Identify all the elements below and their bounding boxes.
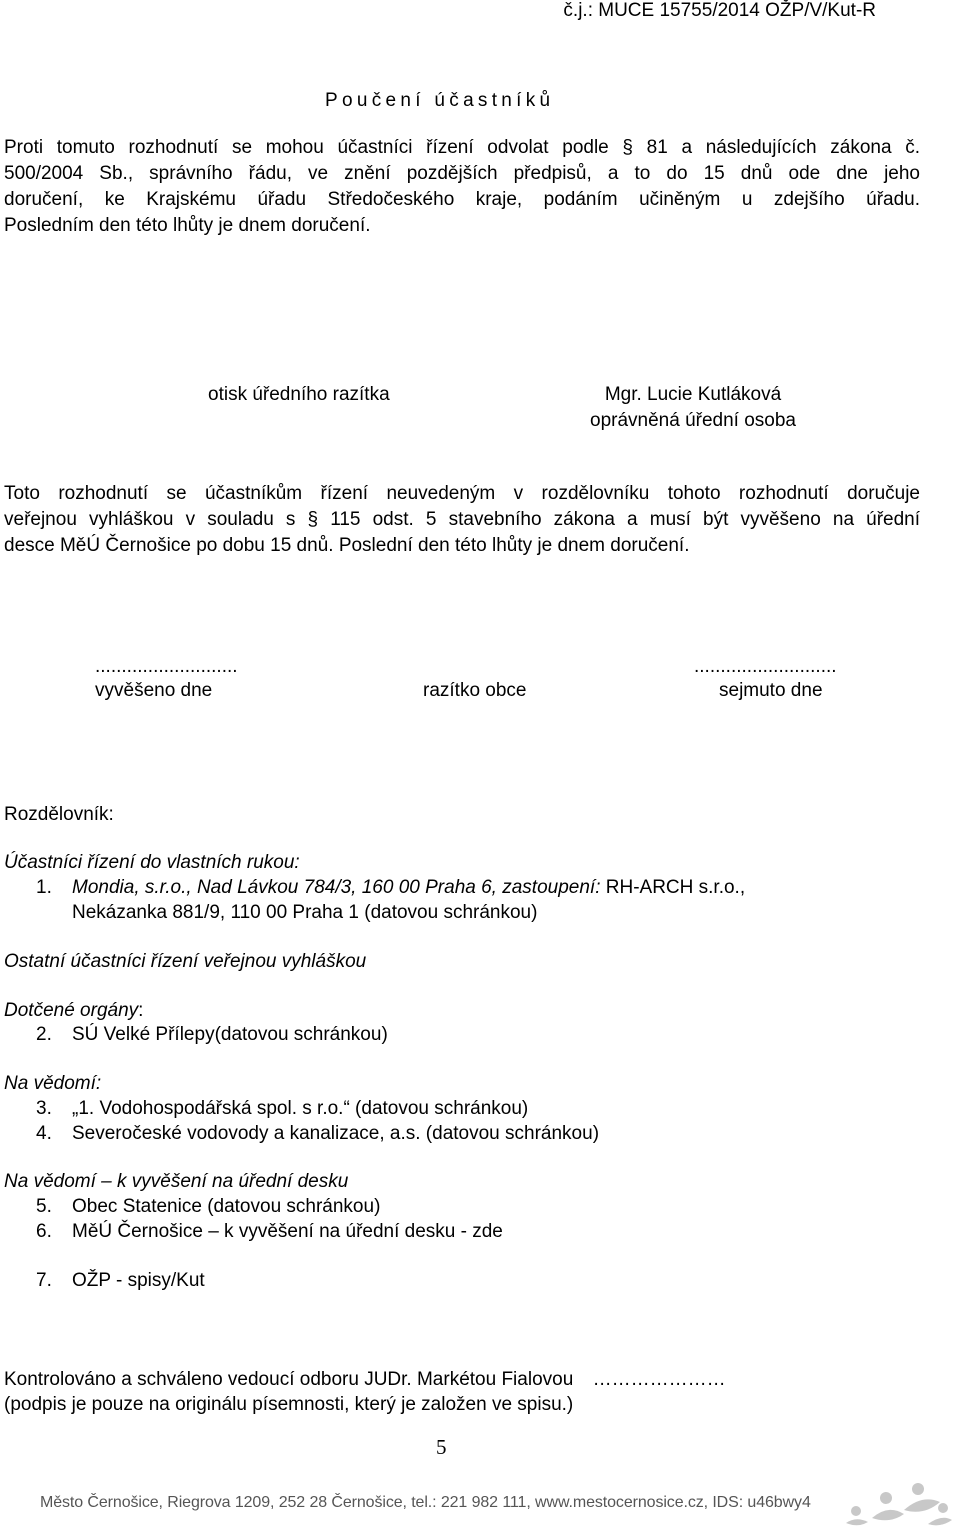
- municipal-stamp-label: razítko obce: [423, 680, 527, 701]
- list-number: 1.: [36, 877, 52, 898]
- authorities-heading: Dotčené orgány:: [4, 1000, 144, 1021]
- item-text: RH-ARCH s.r.o.,: [600, 877, 746, 898]
- appeal-line: doručení, ke Krajskému úřadu Středočeského kraje, podáním učiněným u zdejšího úřadu.: [4, 189, 920, 210]
- list-item: [36, 1270, 205, 1292]
- signature-note: (podpis je pouze na originálu písemnosti, který je založen ve spisu.): [4, 1394, 574, 1415]
- item-text: SÚ Velké Přílepy(datovou schránkou): [72, 1024, 388, 1045]
- city-logo-icon: [842, 1478, 954, 1530]
- list-item: [36, 1221, 503, 1243]
- list-number: 5.: [36, 1196, 52, 1217]
- page-number: 5: [436, 1435, 447, 1459]
- item-text: Obec Statenice (datovou schránkou): [72, 1196, 381, 1217]
- distribution-heading: Rozdělovník:: [4, 804, 114, 825]
- list-item: [36, 1196, 380, 1218]
- board-notice-heading: Na vědomí – k vyvěšení na úřední desku: [4, 1171, 349, 1192]
- posted-label: vyvěšeno dne: [95, 680, 213, 701]
- list-number: 7.: [36, 1270, 52, 1291]
- item-text: OŽP - spisy/Kut: [72, 1270, 205, 1291]
- delivery-line: veřejnou vyhláškou v souladu s § 115 odst. 5 stavebního zákona a musí být vyvěšeno na úřední: [4, 509, 920, 530]
- list-number: 2.: [36, 1024, 52, 1045]
- participants-heading: Účastníci řízení do vlastních rukou:: [4, 852, 300, 873]
- approval-text: Kontrolováno a schváleno vedoucí odboru JUDr. Markétou Fialovou: [4, 1369, 574, 1390]
- official-name: Mgr. Lucie Kutláková: [604, 384, 782, 405]
- list-item: [4, 877, 745, 899]
- item-text: „1. Vodohospodářská spol. s r.o.“ (datovou schránkou): [72, 1098, 529, 1119]
- delivery-line: Toto rozhodnutí se účastníkům řízení neuvedeným v rozdělovníku tohoto rozhodnutí doručuje: [4, 483, 920, 504]
- instructions-title: Poučení účastníků: [325, 90, 555, 111]
- item-text-continued: Nekázanka 881/9, 110 00 Praha 1 (datovou schránkou): [72, 902, 538, 923]
- appeal-line: Posledním den této lhůty je dnem doručení.: [4, 215, 371, 236]
- signature-dots: …………………: [592, 1369, 726, 1390]
- notice-heading: Na vědomí:: [4, 1073, 102, 1094]
- list-number: 4.: [36, 1123, 52, 1144]
- other-participants: Ostatní účastníci řízení veřejnou vyhláškou: [4, 951, 367, 972]
- removed-dots: ...........................: [694, 656, 837, 677]
- list-item: [36, 1024, 388, 1046]
- posted-dots: ...........................: [95, 656, 238, 677]
- list-number: 6.: [36, 1221, 52, 1242]
- item-text: Mondia, s.r.o., Nad Lávkou 784/3, 160 00 Praha 6, zastoupení:: [72, 877, 601, 898]
- reference-number: č.j.: MUCE 15755/2014 OŽP/V/Kut-R: [563, 0, 876, 21]
- approval-line: [4, 1369, 726, 1391]
- list-number: 3.: [36, 1098, 52, 1119]
- appeal-paragraph: [4, 135, 920, 239]
- appeal-line: Proti tomuto rozhodnutí se mohou účastníci řízení odvolat podle § 81 a následujících zákona č.: [4, 137, 920, 158]
- item-text: Severočeské vodovody a kanalizace, a.s. (datovou schránkou): [72, 1123, 600, 1144]
- list-item: [36, 1098, 528, 1120]
- footer-contact: Město Černošice, Riegrova 1209, 252 28 Černošice, tel.: 221 982 111, www.mestocernosice.cz, IDS: u46bwy4: [40, 1494, 811, 1511]
- appeal-line: 500/2004 Sb., správního řádu, ve znění pozdějších předpisů, a to do 15 dnů ode dne jeho: [4, 163, 920, 184]
- item-text: MěÚ Černošice – k vyvěšení na úřední desku - zde: [72, 1221, 503, 1242]
- list-item: [36, 1123, 599, 1145]
- stamp-label: otisk úředního razítka: [208, 384, 390, 405]
- official-role: oprávněná úřední osoba: [590, 410, 796, 431]
- removed-label: sejmuto dne: [719, 680, 823, 701]
- delivery-line: desce MěÚ Černošice po dobu 15 dnů. Poslední den této lhůty je dnem doručení.: [4, 535, 690, 556]
- delivery-paragraph: [4, 481, 920, 559]
